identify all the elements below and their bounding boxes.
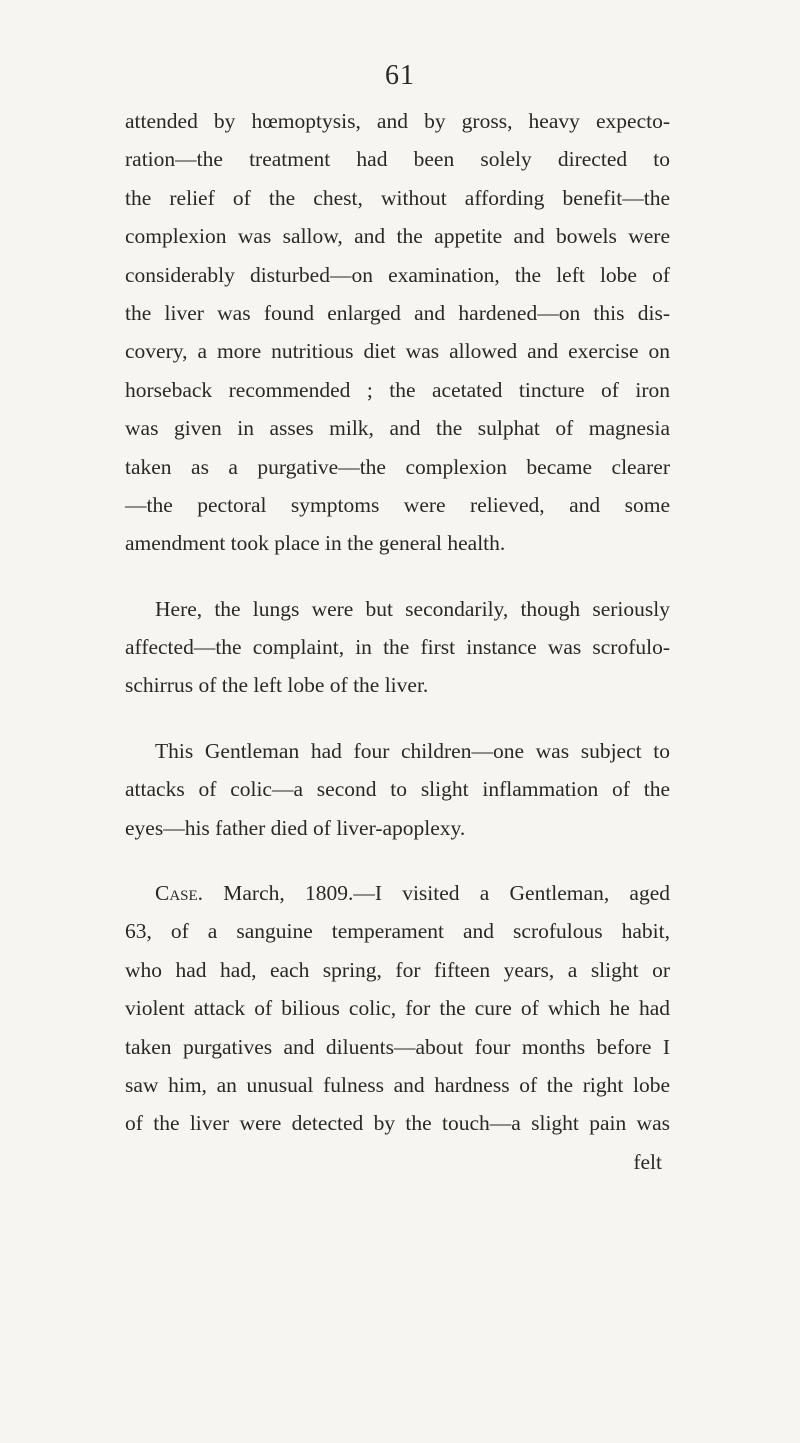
text-line: horseback recommended ; the acetated tincture of iron bbox=[125, 377, 670, 402]
text-line: attacks of colic—a second to slight inflammation of the bbox=[125, 777, 670, 802]
text-line: 63, of a sanguine temperament and scrofulous habit, bbox=[125, 919, 670, 944]
page-number: 61 bbox=[385, 60, 415, 91]
catchword: felt bbox=[633, 1149, 662, 1174]
text-line: schirrus of the left lobe of the liver. bbox=[125, 673, 429, 698]
text-line: ration—the treatment had been solely directed to bbox=[125, 147, 670, 172]
text-line: taken as a purgative—the complexion became clearer bbox=[125, 454, 670, 479]
case-label: Case. bbox=[155, 881, 204, 906]
text-line: the liver was found enlarged and hardened—on this dis- bbox=[125, 300, 670, 325]
text-line: considerably disturbed—on examination, the left lobe of bbox=[125, 262, 670, 287]
text-line: affected—the complaint, in the first instance was scrofulo- bbox=[125, 635, 670, 660]
text-line: the relief of the chest, without affording benefit—the bbox=[125, 185, 670, 210]
paragraph-1 bbox=[125, 102, 670, 563]
text-line: violent attack of bilious colic, for the cure of which he had bbox=[125, 996, 670, 1021]
text-line: complexion was sallow, and the appetite and bowels were bbox=[125, 224, 670, 249]
body-text bbox=[125, 102, 670, 1181]
text-line: eyes—his father died of liver-apoplexy. bbox=[125, 815, 466, 840]
text-line: of the liver were detected by the touch—a slight pain was bbox=[125, 1111, 670, 1136]
text-line: This Gentleman had four children—one was subject to bbox=[155, 738, 670, 763]
paragraph-2 bbox=[125, 590, 670, 705]
case-opening-text: March, 1809.—I visited a Gentleman, aged bbox=[203, 881, 670, 906]
text-line: saw him, an unusual fulness and hardness of the right lobe bbox=[125, 1072, 670, 1097]
text-line: Here, the lungs were but secondarily, though seriously bbox=[155, 596, 670, 621]
text-line: covery, a more nutritious diet was allowed and exercise on bbox=[125, 339, 670, 364]
paragraph-3 bbox=[125, 732, 670, 847]
text-line: who had had, each spring, for fifteen years, a slight or bbox=[125, 957, 670, 982]
text-line bbox=[125, 874, 670, 912]
text-line: —the pectoral symptoms were relieved, and some bbox=[125, 492, 670, 517]
text-line: attended by hœmoptysis, and by gross, heavy expecto- bbox=[125, 109, 670, 133]
text-line: amendment took place in the general health. bbox=[125, 531, 506, 556]
paragraph-case bbox=[125, 874, 670, 1181]
text-line: taken purgatives and diluents—about four months before I bbox=[125, 1034, 670, 1059]
text-line: was given in asses milk, and the sulphat of magnesia bbox=[125, 416, 670, 441]
